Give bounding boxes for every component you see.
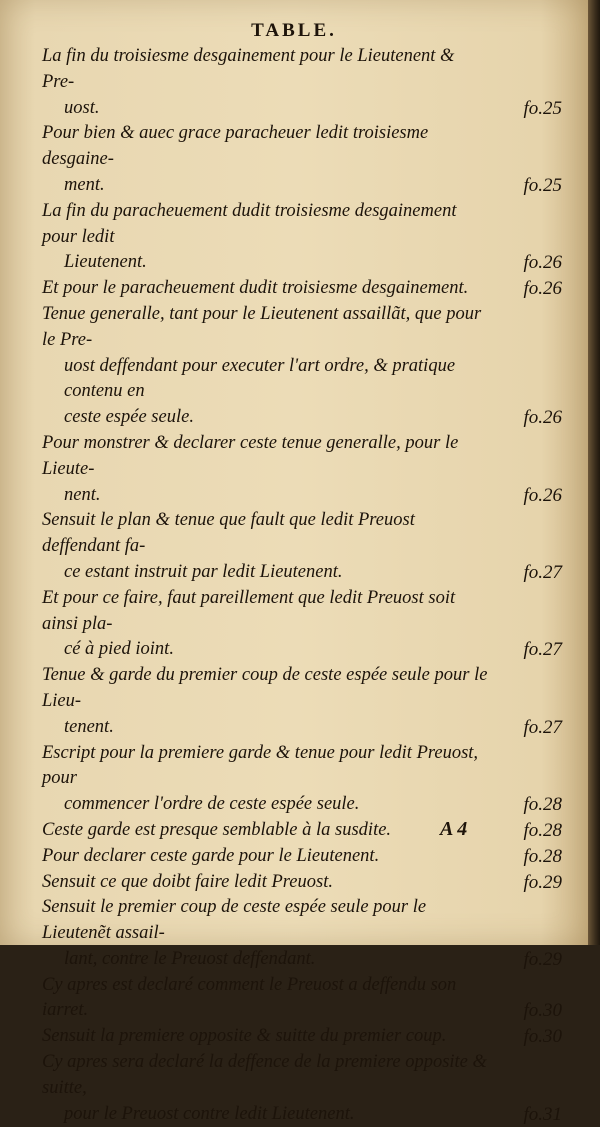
toc-entry [42, 121, 562, 198]
entry-folio: fo.26 [523, 484, 562, 506]
toc-entry [42, 895, 562, 972]
entry-title-line: ce estant instruit par ledit Lieutenent. [64, 561, 343, 582]
entry-title-line: cé à pied ioint. [64, 639, 174, 660]
page-edge-shadow [588, 0, 600, 945]
entry-title-line: Sensuit le premier coup de ceste espée seule pour le Lieutenẽt assail- [42, 897, 427, 944]
page-header: TABLE. [251, 20, 337, 41]
entry-title-line: tenent. [64, 716, 114, 737]
toc-entry [42, 199, 562, 276]
toc-entry [42, 508, 562, 585]
toc-entry [42, 870, 562, 896]
entry-folio: fo.26 [523, 407, 562, 429]
entry-title-line: Pour monstrer & declarer ceste tenue generalle, pour le Lieute- [42, 432, 459, 479]
entry-folio: fo.28 [523, 845, 562, 867]
entry-folio: fo.28 [523, 794, 562, 816]
toc-entry [42, 1050, 562, 1127]
entry-title-line: La fin du paracheuement dudit troisiesme desgainement pour ledit [42, 200, 457, 247]
entry-title-line: Lieutenent. [64, 252, 147, 273]
entry-title-line: Cy apres sera declaré la deffence de la premiere opposite & suitte, [42, 1052, 487, 1098]
toc-entry [42, 586, 562, 663]
entry-title-line: pour le Preuost contre ledit Lieutenent. [64, 1103, 355, 1124]
entry-folio: fo.26 [523, 278, 562, 300]
entry-title-line: lant, contre le Preuost deffendant. [64, 948, 316, 969]
toc-entry [42, 973, 562, 1025]
entry-title-line: Et pour ce faire, faut pareillement que ledit Preuost soit ainsi pla- [42, 587, 456, 634]
entry-title-line: uost. [64, 97, 100, 118]
entry-title-line: Tenue generalle, tant pour le Lieutenent assaillãt, que pour le Pre- [42, 303, 482, 350]
entry-title-line: ment. [64, 174, 105, 195]
toc-entry [42, 663, 562, 740]
entry-title-line: Tenue & garde du premier coup de ceste espée seule pour le Lieu- [42, 665, 488, 711]
signature-mark: A 4 [440, 818, 468, 840]
toc-entry [42, 1024, 562, 1050]
entry-folio: fo.29 [523, 871, 562, 893]
entry-title-line: Sensuit le plan & tenue que fault que ledit Preuost deffendant fa- [42, 510, 415, 557]
entry-folio: fo.31 [523, 1103, 562, 1125]
entry-folio: fo.27 [523, 716, 562, 738]
entry-title-line: Sensuit ce que doibt faire ledit Preuost. [42, 871, 333, 892]
entry-folio: fo.26 [523, 252, 562, 274]
entry-folio: fo.25 [523, 97, 562, 119]
entry-folio: fo.27 [523, 639, 562, 661]
toc-entry [42, 844, 562, 870]
entry-folio: fo.30 [523, 1026, 562, 1048]
entry-folio: fo.28 [523, 819, 562, 841]
entry-title-line: La fin du troisiesme desgainement pour le Lieutenent & Pre- [42, 46, 455, 92]
entry-title-line: Et pour le paracheuement dudit troisiesme desgainement. [42, 278, 469, 299]
toc-entry [42, 302, 562, 431]
toc-entry [42, 276, 562, 302]
entry-title-line: Pour declarer ceste garde pour le Lieutenent. [42, 845, 380, 866]
entry-folio: fo.30 [523, 1000, 562, 1022]
entry-title-line: nent. [64, 484, 101, 505]
entry-title-line: commencer l'ordre de ceste espée seule. [64, 794, 360, 815]
entry-title-line: Cy apres est declaré comment le Preuost a deffendu son iarret. [42, 974, 457, 1021]
entry-title-line: Pour bien & auec grace paracheuer ledit troisiesme desgaine- [42, 123, 429, 170]
toc-entry [42, 431, 562, 508]
entry-folio: fo.27 [523, 561, 562, 583]
toc-entry [42, 741, 562, 818]
entry-title-line: Escript pour la premiere garde & tenue pour ledit Preuost, pour [42, 742, 479, 789]
entry-title-line: Sensuit la premiere opposite & suitte du premier coup. [42, 1026, 447, 1047]
toc-entry [42, 44, 562, 121]
entry-title-line: ceste espée seule. [64, 407, 194, 428]
entry-folio: fo.25 [523, 174, 562, 196]
toc-entry [42, 818, 562, 844]
entry-folio: fo.29 [523, 948, 562, 970]
entry-title-line: Ceste garde est presque semblable à la susdite. [42, 819, 392, 840]
entry-title-line: uost deffendant pour executer l'art ordre, & pratique contenu en [64, 355, 456, 402]
table-of-contents [42, 44, 562, 1127]
